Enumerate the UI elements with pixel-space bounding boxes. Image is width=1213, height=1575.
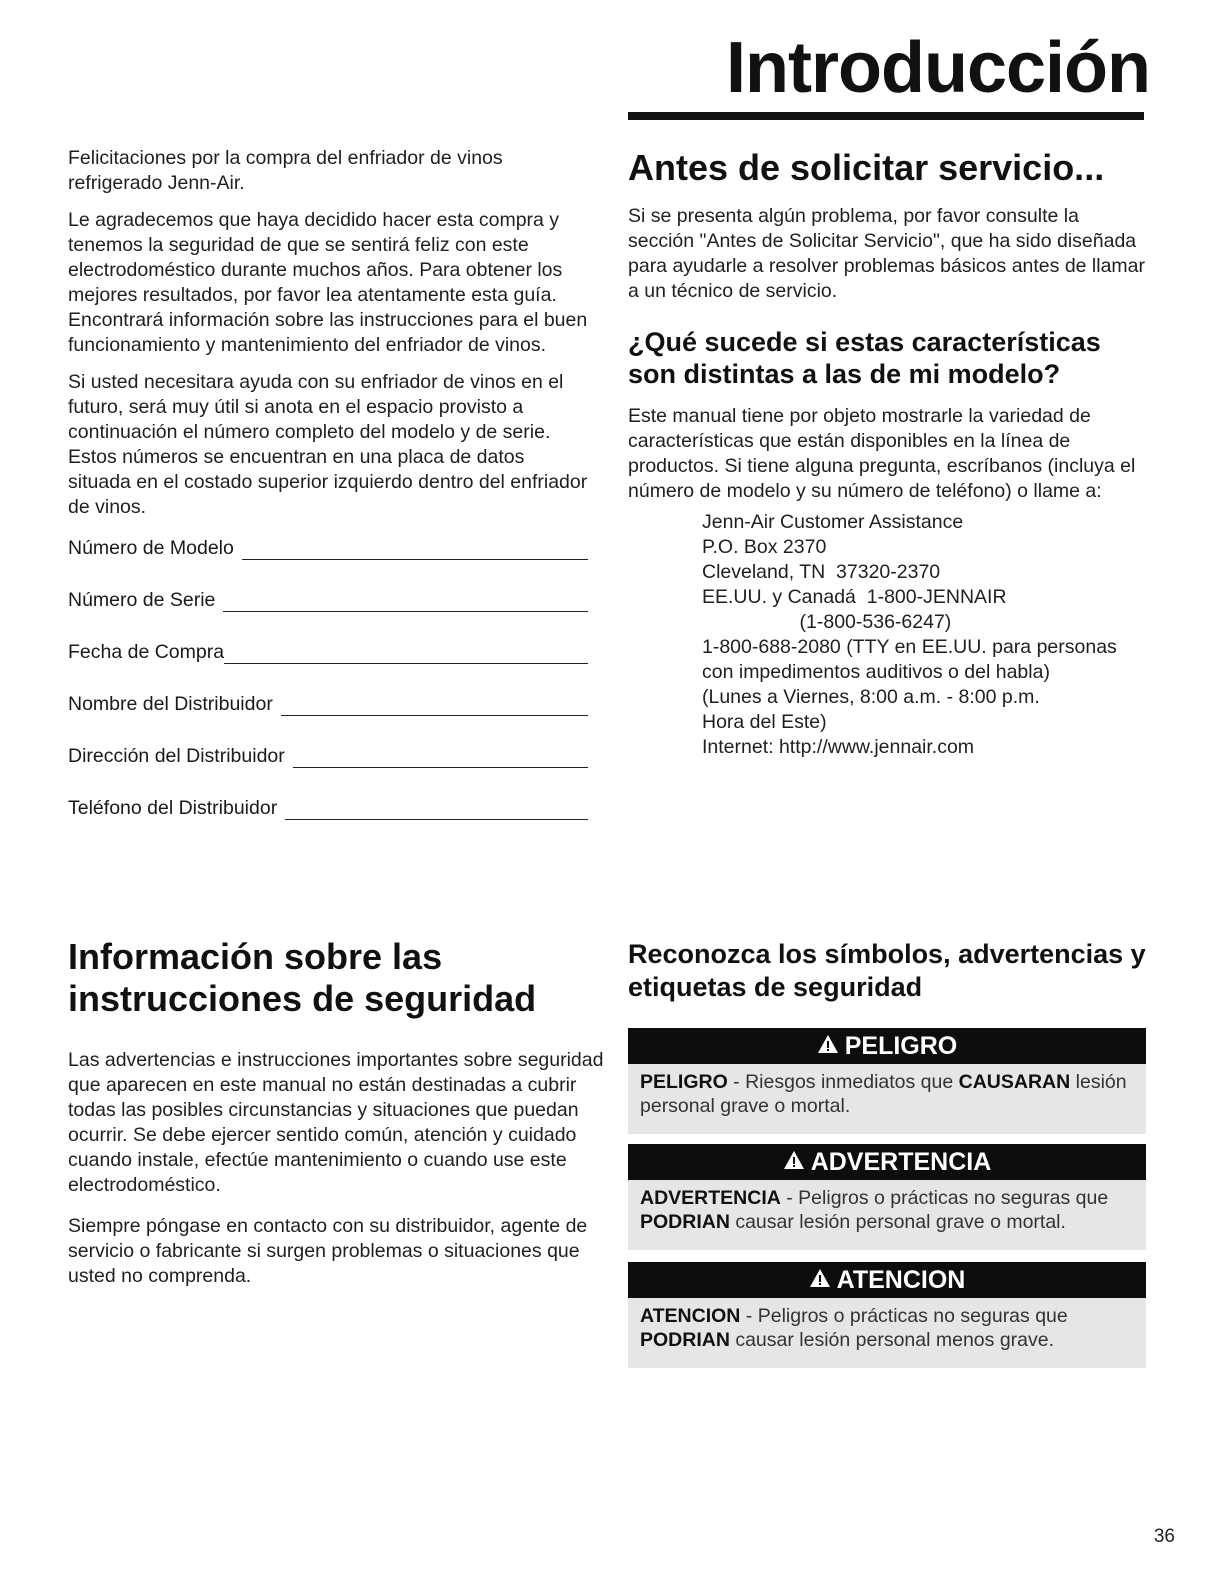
model-number-field[interactable] xyxy=(68,534,588,560)
danger-sign xyxy=(628,1028,1146,1134)
sign-lead: ADVERTENCIA xyxy=(640,1187,781,1209)
contact-address xyxy=(702,510,1148,760)
warning-sign xyxy=(628,1144,1146,1250)
address-line: EE.UU. y Canadá 1-800-JENNAIR xyxy=(702,586,1007,608)
safety-paragraph: Las advertencias e instrucciones importantes sobre seguridad que aparecen en este manual no están destinadas a cubrir todas las posibles circunstancias y situaciones que puedan ocurrir. Se debe ejercer sentido común, atención y cuidado cuando instale, efectúe mantenimiento o cuando use este electrodoméstico. xyxy=(68,1049,604,1196)
safety-paragraph: Siempre póngase en contacto con su distribuidor, agente de servicio o fabricante si surgen problemas o situaciones que usted no comprenda. xyxy=(68,1215,588,1287)
field-line xyxy=(293,749,588,768)
sign-emphasis: PODRIAN xyxy=(640,1211,730,1233)
service-column xyxy=(628,146,1148,760)
address-line: P.O. Box 2370 xyxy=(702,536,827,558)
page-number: 36 xyxy=(1153,1526,1175,1547)
sign-text: - Riesgos inmediatos que xyxy=(727,1071,959,1093)
symbols-section xyxy=(628,938,1148,1368)
warning-sign-header xyxy=(628,1144,1146,1180)
address-line: (Lunes a Viernes, 8:00 a.m. - 8:00 p.m. xyxy=(702,686,1040,708)
danger-sign-header xyxy=(628,1028,1146,1064)
dealer-address-field[interactable] xyxy=(68,742,588,768)
field-label: Fecha de Compra xyxy=(68,641,225,663)
field-line xyxy=(223,593,588,612)
sign-text: causar lesión personal grave o mortal. xyxy=(729,1211,1066,1233)
sign-emphasis: PODRIAN xyxy=(640,1329,730,1351)
address-line: Cleveland, TN 37320-2370 xyxy=(702,561,941,583)
sign-emphasis: CAUSARAN xyxy=(958,1071,1071,1093)
field-label: Teléfono del Distribuidor xyxy=(68,797,278,819)
warning-triangle-icon xyxy=(817,1032,839,1061)
sign-label: PELIGRO xyxy=(844,1031,958,1060)
address-line: (1-800-536-6247) xyxy=(702,611,952,633)
sign-lead: ATENCION xyxy=(640,1305,741,1327)
field-label: Dirección del Distribuidor xyxy=(68,745,285,767)
sign-label: ATENCION xyxy=(836,1265,966,1294)
caution-sign-header xyxy=(628,1262,1146,1298)
field-label: Nombre del Distribuidor xyxy=(68,693,273,715)
page-title: Introducción xyxy=(726,28,1150,108)
address-line: Hora del Este) xyxy=(702,711,827,733)
safety-info-section xyxy=(68,936,608,1305)
danger-sign-body xyxy=(628,1064,1146,1134)
sign-text: causar lesión personal menos grave. xyxy=(729,1329,1055,1351)
caution-sign-body xyxy=(628,1298,1146,1368)
address-line: 1-800-688-2080 (TTY en EE.UU. para personas xyxy=(702,636,1117,658)
service-paragraph: Si se presenta algún problema, por favor consulte la sección "Antes de Solicitar Servicio", que ha sido diseñada para ayudarle a resolver problemas básicos antes de llamar a un técnico de servicio. xyxy=(628,205,1146,302)
dealer-name-field[interactable] xyxy=(68,690,588,716)
sign-text: - Peligros o prácticas no seguras que xyxy=(740,1305,1068,1327)
intro-paragraph: Si usted necesitara ayuda con su enfriador de vinos en el futuro, será muy útil si anota en el espacio provisto a continuación el número completo del modelo y de serie. Estos números se encuentran en una placa de datos situada en el costado superior izquierdo dentro del enfriador de vinos. xyxy=(68,371,588,518)
dealer-phone-field[interactable] xyxy=(68,794,588,820)
address-line: Jenn-Air Customer Assistance xyxy=(702,511,964,533)
address-line: con impedimentos auditivos o del habla) xyxy=(702,661,1050,683)
field-label: Número de Serie xyxy=(68,589,216,611)
purchase-date-field[interactable] xyxy=(68,638,588,664)
sign-label: ADVERTENCIA xyxy=(810,1147,992,1176)
question-paragraph: Este manual tiene por objeto mostrarle la variedad de características que están disponibles en la línea de productos. Si tiene alguna pregunta, escríbanos (incluya el número de modelo y su número de teléfono) o llame a: xyxy=(628,405,1136,502)
caution-sign xyxy=(628,1262,1146,1368)
intro-paragraph: Felicitaciones por la compra del enfriador de vinos refrigerado Jenn-Air. xyxy=(68,147,503,194)
warning-sign-body xyxy=(628,1180,1146,1250)
field-line xyxy=(242,541,588,560)
service-heading: Antes de solicitar servicio... xyxy=(628,147,1105,188)
warning-triangle-icon xyxy=(783,1148,805,1177)
sign-lead: PELIGRO xyxy=(640,1071,728,1093)
title-rule xyxy=(628,112,1144,120)
question-heading: ¿Qué sucede si estas características son distintas a las de mi modelo? xyxy=(628,327,1101,389)
website-link[interactable]: Internet: http://www.jennair.com xyxy=(702,736,975,758)
warning-triangle-icon xyxy=(809,1266,831,1295)
field-label: Número de Modelo xyxy=(68,537,234,559)
serial-number-field[interactable] xyxy=(68,586,588,612)
field-line xyxy=(281,697,588,716)
sign-text: - Peligros o prácticas no seguras que xyxy=(780,1187,1109,1209)
field-line xyxy=(224,645,588,664)
intro-column xyxy=(68,146,588,846)
safety-info-heading: Información sobre las instrucciones de seguridad xyxy=(68,936,537,1019)
field-line xyxy=(285,801,588,820)
symbols-heading: Reconozca los símbolos, advertencias y etiquetas de seguridad xyxy=(628,939,1146,1002)
intro-paragraph: Le agradecemos que haya decidido hacer esta compra y tenemos la seguridad de que se sentirá feliz con este electrodoméstico durante muchos años. Para obtener los mejores resultados, por favor lea atentamente esta guía. Encontrará información sobre las instrucciones para el buen funcionamiento y mantenimiento del enfriador de vinos. xyxy=(68,209,588,356)
sign-text: lesión personal grave o mortal. xyxy=(640,1071,1127,1117)
